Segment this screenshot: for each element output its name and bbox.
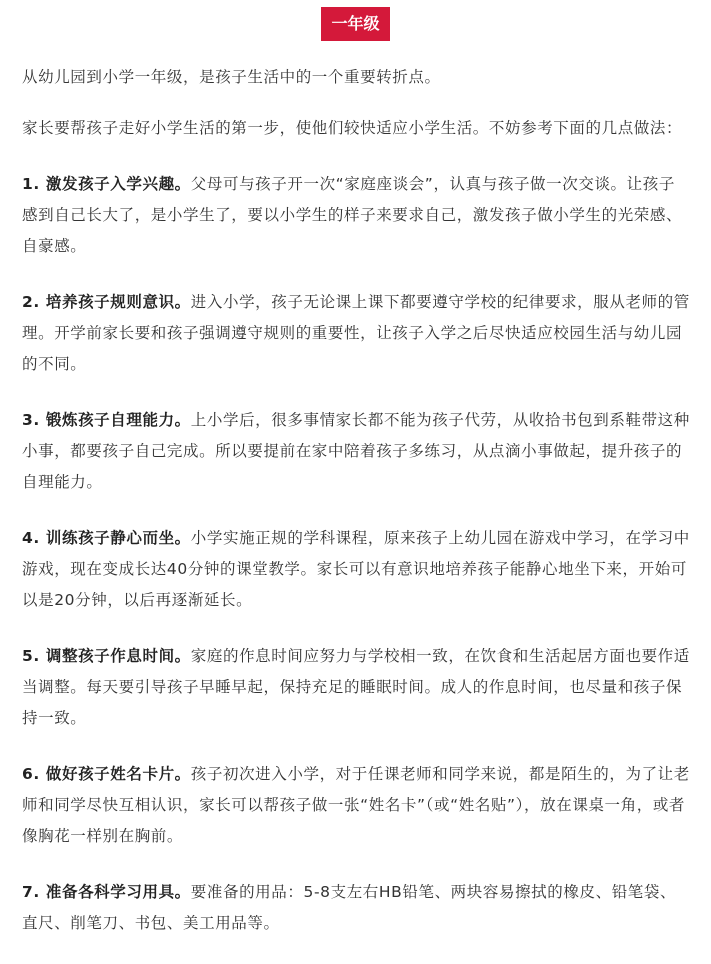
list-item <box>22 641 690 734</box>
item-heading: 锻炼孩子自理能力。 <box>45 411 191 429</box>
page-title: 一年级 <box>321 7 389 41</box>
list-item <box>22 287 690 380</box>
item-heading: 培养孩子规则意识。 <box>45 293 191 311</box>
item-heading: 调整孩子作息时间。 <box>45 647 191 665</box>
list-item <box>22 759 690 852</box>
item-number: 7. <box>22 883 46 901</box>
item-heading: 激发孩子入学兴趣。 <box>45 175 191 193</box>
item-text: 孩子初次进入小学，对于任课老师和同学来说，都是陌生的，为了让老师和同学尽快互相认识，家长可以帮孩子做一张“姓名卡”（或“姓名贴”），放在课桌一角，或者像胸花一样别在胸前。 <box>22 765 690 845</box>
item-heading: 训练孩子静心而坐。 <box>45 529 191 547</box>
item-text: 进入小学，孩子无论课上课下都要遵守学校的纪律要求，服从老师的管理。开学前家长要和孩子强调遵守规则的重要性，让孩子入学之后尽快适应校园生活与幼儿园的不同。 <box>22 293 690 373</box>
item-heading: 做好孩子姓名卡片。 <box>45 765 191 783</box>
list-item <box>22 877 690 939</box>
list-item <box>22 523 690 616</box>
item-number: 1. <box>22 175 46 193</box>
item-number: 3. <box>22 411 46 429</box>
item-text: 上小学后，很多事情家长都不能为孩子代劳，从收拾书包到系鞋带这种小事，都要孩子自己完成。所以要提前在家中陪着孩子多练习，从点滴小事做起，提升孩子的自理能力。 <box>22 411 690 491</box>
item-text: 父母可与孩子开一次“家庭座谈会”，认真与孩子做一次交谈。让孩子感到自己长大了，是小学生了，要以小学生的样子来要求自己，激发孩子做小学生的光荣感、自豪感。 <box>22 175 683 255</box>
list-item <box>22 405 690 498</box>
item-number: 6. <box>22 765 46 783</box>
item-number: 4. <box>22 529 46 547</box>
title-container <box>0 7 711 41</box>
item-heading: 准备各科学习用具。 <box>45 883 191 901</box>
intro-paragraph: 从幼儿园到小学一年级，是孩子生活中的一个重要转折点。 <box>22 68 441 86</box>
item-number: 5. <box>22 647 46 665</box>
list-item <box>22 169 690 262</box>
article-body <box>22 62 690 964</box>
item-text: 要准备的用品：5-8支左右HB铅笔、两块容易擦拭的橡皮、铅笔袋、直尺、削笔刀、书包、美工用品等。 <box>22 883 677 932</box>
item-text: 家庭的作息时间应努力与学校相一致，在饮食和生活起居方面也要作适当调整。每天要引导孩子早睡早起，保持充足的睡眠时间。成人的作息时间，也尽量和孩子保持一致。 <box>22 647 690 727</box>
item-text: 小学实施正规的学科课程，原来孩子上幼儿园在游戏中学习，在学习中游戏，现在变成长达40分钟的课堂教学。家长可以有意识地培养孩子能静心地坐下来，开始可以是20分钟，以后再逐渐延长。 <box>22 529 690 609</box>
intro-paragraph: 家长要帮孩子走好小学生活的第一步，使他们较快适应小学生活。不妨参考下面的几点做法： <box>22 119 683 137</box>
item-number: 2. <box>22 293 46 311</box>
